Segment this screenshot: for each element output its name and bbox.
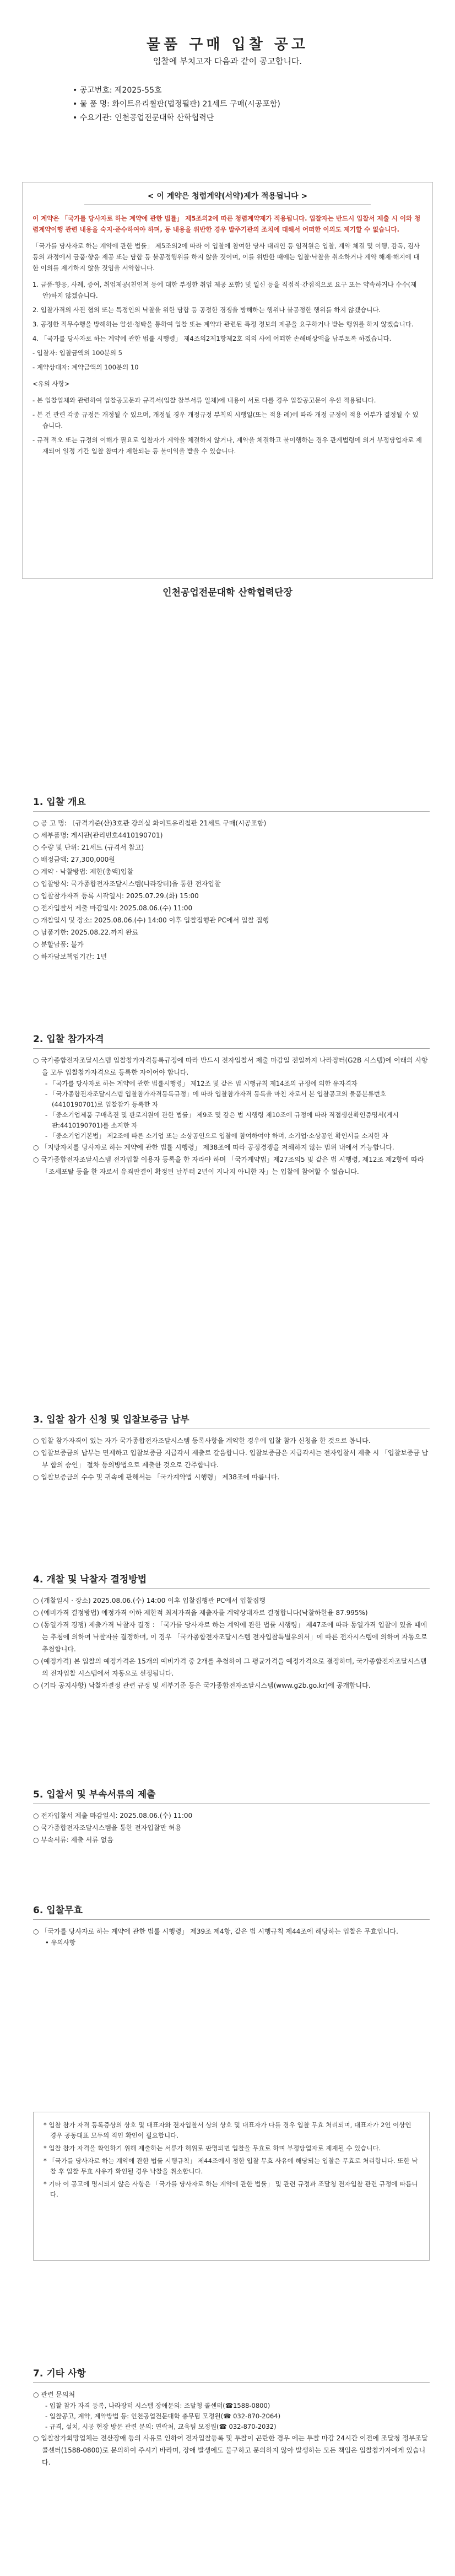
list-item: - 규격 적오 또는 규정의 이해가 필요로 입찰자가 계약을 체결하지 않거나, 계약을 체결하고 불이행하는 경우 관계법령에 의거 부정당업자로 제재되어 일정 기간 입찰 참여가 제한되는 등 불이익을 받을 수 있습니다. (32, 436, 422, 455)
section-items (33, 2389, 430, 2468)
list-item: ○ (예정가격) 본 입찰의 예정가격은 15개의 예비가격 중 2개를 추첨하여 그 평균가격을 예정가격으로 결정하며, 국가종합전자조달시스템의 전자입찰 시스템에서 자동으로 선정됩니다. (33, 1655, 430, 1679)
list-item: * 입찰 참가 자격을 확인하기 위해 제출하는 서류가 허위로 판명되면 입찰을 무효로 하며 부정당업자로 제재될 수 있습니다. (44, 2144, 381, 2152)
list-item: ○ 세부품명: 게시판(관리번호4410190701) (33, 829, 430, 841)
section-items (33, 817, 430, 963)
extra-items (32, 395, 422, 457)
section-items (33, 1810, 430, 1846)
list-item: ○ (개찰일시 · 장소) 2025.08.06.(수) 14:00 이후 입찰집행관 PC에서 입찰집행 (33, 1595, 430, 1607)
meta-item-name: • 물 품 명: 화이트유리휠판(법정필판) 21세트 구매(시공포함) (73, 100, 280, 109)
section-items (33, 1595, 430, 1692)
page-title: 물품 구매 입찰 공고 (146, 36, 309, 53)
list-item: ○ 관련 문의처 (33, 2389, 430, 2401)
section-invalid (33, 1902, 430, 1948)
section-title: 6. 입찰무효 (33, 1902, 430, 1920)
page-subtitle: 입찰에 부치고자 다음과 같이 공고합니다. (153, 56, 302, 66)
list-item: ○ 입찰 참가자격이 있는 자가 국가종합전자조달시스템 등록사항을 계약한 경우에 입찰 참가 신청을 한 것으로 봅니다. (33, 1435, 430, 1447)
list-item: - 입찰 참가 자격 등록, 나라장터 시스템 장애문의: 조달청 콜센터(☎1588-0800) (45, 2402, 270, 2409)
announcement-meta (73, 84, 280, 125)
list-item: ○ 전자입찰서 제출 마감일시: 2025.08.06.(수) 11:00 (33, 1810, 430, 1822)
list-item: ○ (동일가격 경쟁) 제출가격 낙찰자 결정 : 「국가를 당사자로 하는 계약에 관한 법률 시행령」 제47조에 따라 동일가격 입찰이 있을 때에는 추첨에 의하여 낙찰자를 결정하며, 이 경우 「국가종합전자조달시스템 전자입찰특별유의서」에 따른 전자시스템에 의하여 자동으로 추첨합니다. (33, 1619, 430, 1655)
meta-demand-agency: • 수요기관: 인천공업전문대학 산학협력단 (73, 114, 214, 122)
list-item: ○ 분할납품: 불가 (33, 938, 430, 951)
section-title: 4. 개찰 및 낙찰자 결정방법 (33, 1571, 430, 1589)
list-item: - 「중소기업제품 구매촉진 및 판로지원에 관한 법률」 제9조 및 같은 법 시행령 제10조에 규정에 따라 직접생산확인증명서(게시판:4410190701)를 소지한 자 (45, 1111, 399, 1129)
list-item: ○ 하자담보책임기간: 1년 (33, 951, 430, 963)
list-item: ○ 수량 및 단위: 21세트 (규격서 참고) (33, 841, 430, 854)
section-title: 7. 기타 사항 (33, 2365, 430, 2383)
extra-title: <유의 사항> (32, 380, 70, 388)
list-item: ○ 납품기한: 2025.08.22.까지 완료 (33, 926, 430, 938)
meta-notice-number: • 공고번호: 제2025-55호 (73, 86, 162, 95)
list-item: ○ 배정금액: 27,300,000원 (33, 854, 430, 866)
section-items (33, 1925, 430, 1948)
notice-heading: < 이 계약은 청렴계약(서약)제가 적용됩니다 > (23, 183, 432, 211)
list-item: ○ 국가종합전자조달시스템을 통한 전자입찰만 허용 (33, 1822, 430, 1834)
list-item: ○ 「국가를 당사자로 하는 계약에 관한 법률 시행령」 제39조 제4항, 같은 법 시행규칙 제44조에 해당하는 입찰은 무효입니다. (33, 1925, 430, 1938)
section-submission (33, 1786, 430, 1846)
list-item: - 입찰공고, 계약, 계약방법 등: 인천공업전문대학 총무팀 모정원(☎ 032-870-2064) (45, 2412, 281, 2420)
list-item: ○ 계약 · 낙찰방법: 제한(총액)입찰 (33, 866, 430, 878)
list-item: ○ 입찰참가희망업체는 전산장애 등의 사유로 인하여 전자입찰등록 및 투찰이 곤란한 경우 에는 투찰 마감 24시간 이전에 조달청 정부조달 콜센터(1588-0800)로 문의하여 주시기 바라며, 장애 발생에도 불구하고 문의하지 않아 발생하는 모든 책임은 입찰참가자에게 있습니다. (33, 2432, 430, 2468)
section-opening (33, 1571, 430, 1692)
section-title: 3. 입찰 참가 신청 및 입찰보증금 납부 (33, 1412, 430, 1429)
list-item: - 「국가를 당사자로 하는 계약에 관한 법률시행령」 제12조 및 같은 법 시행규칙 제14조의 규정에 의한 유자격자 (45, 1080, 358, 1087)
section-items (33, 1054, 430, 1178)
list-item: ○ 공 고 명: 〔규격기준(산)3호관 강의실 화이트유리칠판 21세트 구매(시공포함) (33, 817, 430, 829)
list-item: ○ 전자입찰서 제출 마감일시: 2025.08.06.(수) 11:00 (33, 902, 430, 914)
notes-box (33, 2112, 430, 2261)
list-item: 2. 입찰가격의 사전 협의 또는 특정인의 낙찰을 위한 담합 등 공정한 경쟁을 방해하는 행위나 불공정한 행위를 하지 않겠습니다. (32, 306, 381, 314)
list-item: ○ 「지방자치를 당사자로 하는 계약에 관한 법률 시행령」 제38조에 따라 공정경쟁을 저해하지 않는 범위 내에서 가능합니다. (33, 1141, 430, 1153)
list-item: * 「국가를 당사자로 하는 계약에 관한 법률 시행규칙」 제44조에서 정한 입찰 무효 사유에 해당되는 입찰은 무효로 처리합니다. 또한 낙찰 후 입찰 무효 사유가 확인될 경우 낙찰을 취소합니다. (44, 2157, 418, 2175)
list-item: - 본 건 관련 각종 규정은 개정될 수 있으며, 개정될 경우 개정규정 부칙의 시행일(또는 적용 례)에 따라 개정 규정이 적용 여부가 결정될 수 있습니다. (32, 411, 419, 430)
notice-paragraph: 「국가를 당사자로 하는 계약에 관한 법률」 제5조의2에 따라 이 입찰에 참여한 당사 대리인 등 임직원은 입찰, 계약 체결 및 이행, 감독, 검사 등의 과정에서 금품·향응 제공 또는 담합 등 불공정행위를 하지 않을 것이며, 이를 위반한 때에는 입찰·낙찰을 취소하거나 계약 해제·해지에 대한 이의를 제기하지 않을 것임을 서약합니다. (32, 242, 420, 272)
list-item: ○ (기타 공지사항) 낙찰자결정 관련 규정 및 세부기준 등은 국가종합전자조달시스템(www.g2b.go.kr)에 공개합니다. (33, 1679, 430, 1692)
section-title: 1. 입찰 개요 (33, 794, 430, 812)
notice-body (23, 211, 432, 464)
section-participation (33, 1412, 430, 1483)
list-item: 4. 「국가를 당사자로 하는 계약에 관한 법률 시행령」 제4조의2제1항제2호 외의 사에 어떠한 손해배상액을 납부토록 하겠습니다. (32, 335, 392, 342)
list-item: ○ 국가종합전자조달시스템 전자입찰 이용자 등록을 한 자라야 하며 「국가계약법」제27조의5 및 같은 법 시행령, 제12조 제2항에 따라 「조세포탈 등을 한 자로서 유죄판결이 확정된 날부터 2년이 지나지 아니한 자」는 입찰에 참여할 수 없습니다. (33, 1153, 430, 1178)
list-item: ○ 입찰참가자격 등록 시작일시: 2025.07.29.(화) 15:00 (33, 890, 430, 902)
list-item: 1. 금품·향응, 사례, 증여, 취업제공(친인척 등에 대한 부정한 취업 제공 포함) 및 일신 등을 직접적·간접적으로 요구 또는 약속하거나 수수(제안)하지 않겠습니다. (32, 281, 417, 299)
list-item: - 「국가종합전자조달시스템 입찰참가자격등록규정」에 따라 입찰참가자격 등록을 마친 자로서 본 입찰공고의 물품분류번호(4410190701)로 입찰참가 등록한 자 (45, 1090, 387, 1108)
list-item: * 기타 이 공고에 명시되지 않은 사항은 「국가를 당사자로 하는 계약에 관한 법률」 및 관련 규정과 조달청 전자입찰 관련 규정에 따릅니다. (44, 2180, 418, 2198)
list-item: ○ 개찰일시 및 장소: 2025.08.06.(수) 14:00 이후 입찰집행관 PC에서 입찰 집행 (33, 914, 430, 926)
list-item: - 입찰자: 입찰금액의 100분의 5 (32, 349, 123, 357)
section-eligibility (33, 1031, 430, 1178)
list-item: - 본 입찰업체와 관련하여 입찰공고문과 규격서(입찰 참부서류 일체)에 내용이 서로 다를 경우 입찰공고문이 우선 적용됩니다. (32, 396, 376, 404)
notice-intro: 이 계약은 「국가를 당사자로 하는 계약에 관한 법률」 제5조의2에 따른 청렴계약제가 적용됩니다. 입찰자는 반드시 입찰서 제출 시 이와 청렴계약이행 관련 내용을 숙지·준수하여야 하며, 동 내용을 위반한 경우 발주기관의 조치에 대해서 어떠한 이의도 제기할 수 없습니다. (32, 214, 421, 233)
list-item: ○ 입찰보증금의 수수 및 귀속에 관해서는 「국가계약법 시행령」 제38조에 따릅니다. (33, 1471, 430, 1483)
list-item: ○ (예비가격 결정방법) 예정가격 이하 제한적 최저가격을 제출자를 계약상대자로 결정합니다(낙찰하한율 87.995%) (33, 1607, 430, 1619)
list-item: ○ 입찰방식: 국가종합전자조달시스템(나라장터)을 통한 전자입찰 (33, 878, 430, 890)
list-item: ○ 입찰보증금의 납부는 면제하고 입찰보증금 지급각서 제출로 갈음합니다. 입찰보증금은 지급각서는 전자입찰서 제출 시 「입찰보증금 납부 합의 승인」 절차 등의방법으로 제출한 것으로 간주합니다. (33, 1447, 430, 1471)
section-title: 5. 입찰서 및 부속서류의 제출 (33, 1786, 430, 1804)
section-other (33, 2365, 430, 2468)
list-item: * 입찰 참가 자격 등록증상의 상호 및 대표자와 전자입찰서 상의 상호 및 대표자가 다를 경우 입찰 무효 처리되며, 대표자가 2인 이상인 경우 공동대표 모두의 직인 확인이 필요합니다. (44, 2121, 411, 2139)
list-item: • 유의사항 (45, 1939, 75, 1946)
list-item: - 규격, 설치, 시공 현장 방문 관련 문의: 연락처, 교육팀 모정원(☎ 032-870-2032) (45, 2423, 277, 2430)
list-item: ○ 부속서류: 제출 서류 없음 (33, 1834, 430, 1846)
list-item: 3. 공정한 직무수행을 방해하는 알선·청탁을 통하여 입찰 또는 계약과 관련된 특정 정보의 제공을 요구하거나 받는 행위를 하지 않겠습니다. (32, 320, 414, 328)
list-item: ○ 국가종합전자조달시스템 입찰참가자격등록규정에 따라 반드시 전자입찰서 제출 마감일 전일까지 나라장터(G2B 시스템)에 이래의 사항을 모두 입찰참가자격으로 등록한 자이어야 합니다. (33, 1054, 430, 1078)
notice-items (32, 279, 422, 373)
list-item: - 계약상대자: 계약금액의 100분의 10 (32, 363, 139, 371)
section-title: 2. 입찰 참가자격 (33, 1031, 430, 1049)
integrity-notice-box (22, 182, 433, 579)
section-items (33, 1435, 430, 1483)
section-overview (33, 794, 430, 963)
list-item: - 「중소기업기본법」 제2조에 따른 소기업 또는 소상공인으로 입찰에 참여하여야 하며, 소기업·소상공인 확인서를 소지한 자 (45, 1132, 388, 1140)
org-signature: 인천공업전문대학 산학협력단장 (162, 587, 292, 598)
